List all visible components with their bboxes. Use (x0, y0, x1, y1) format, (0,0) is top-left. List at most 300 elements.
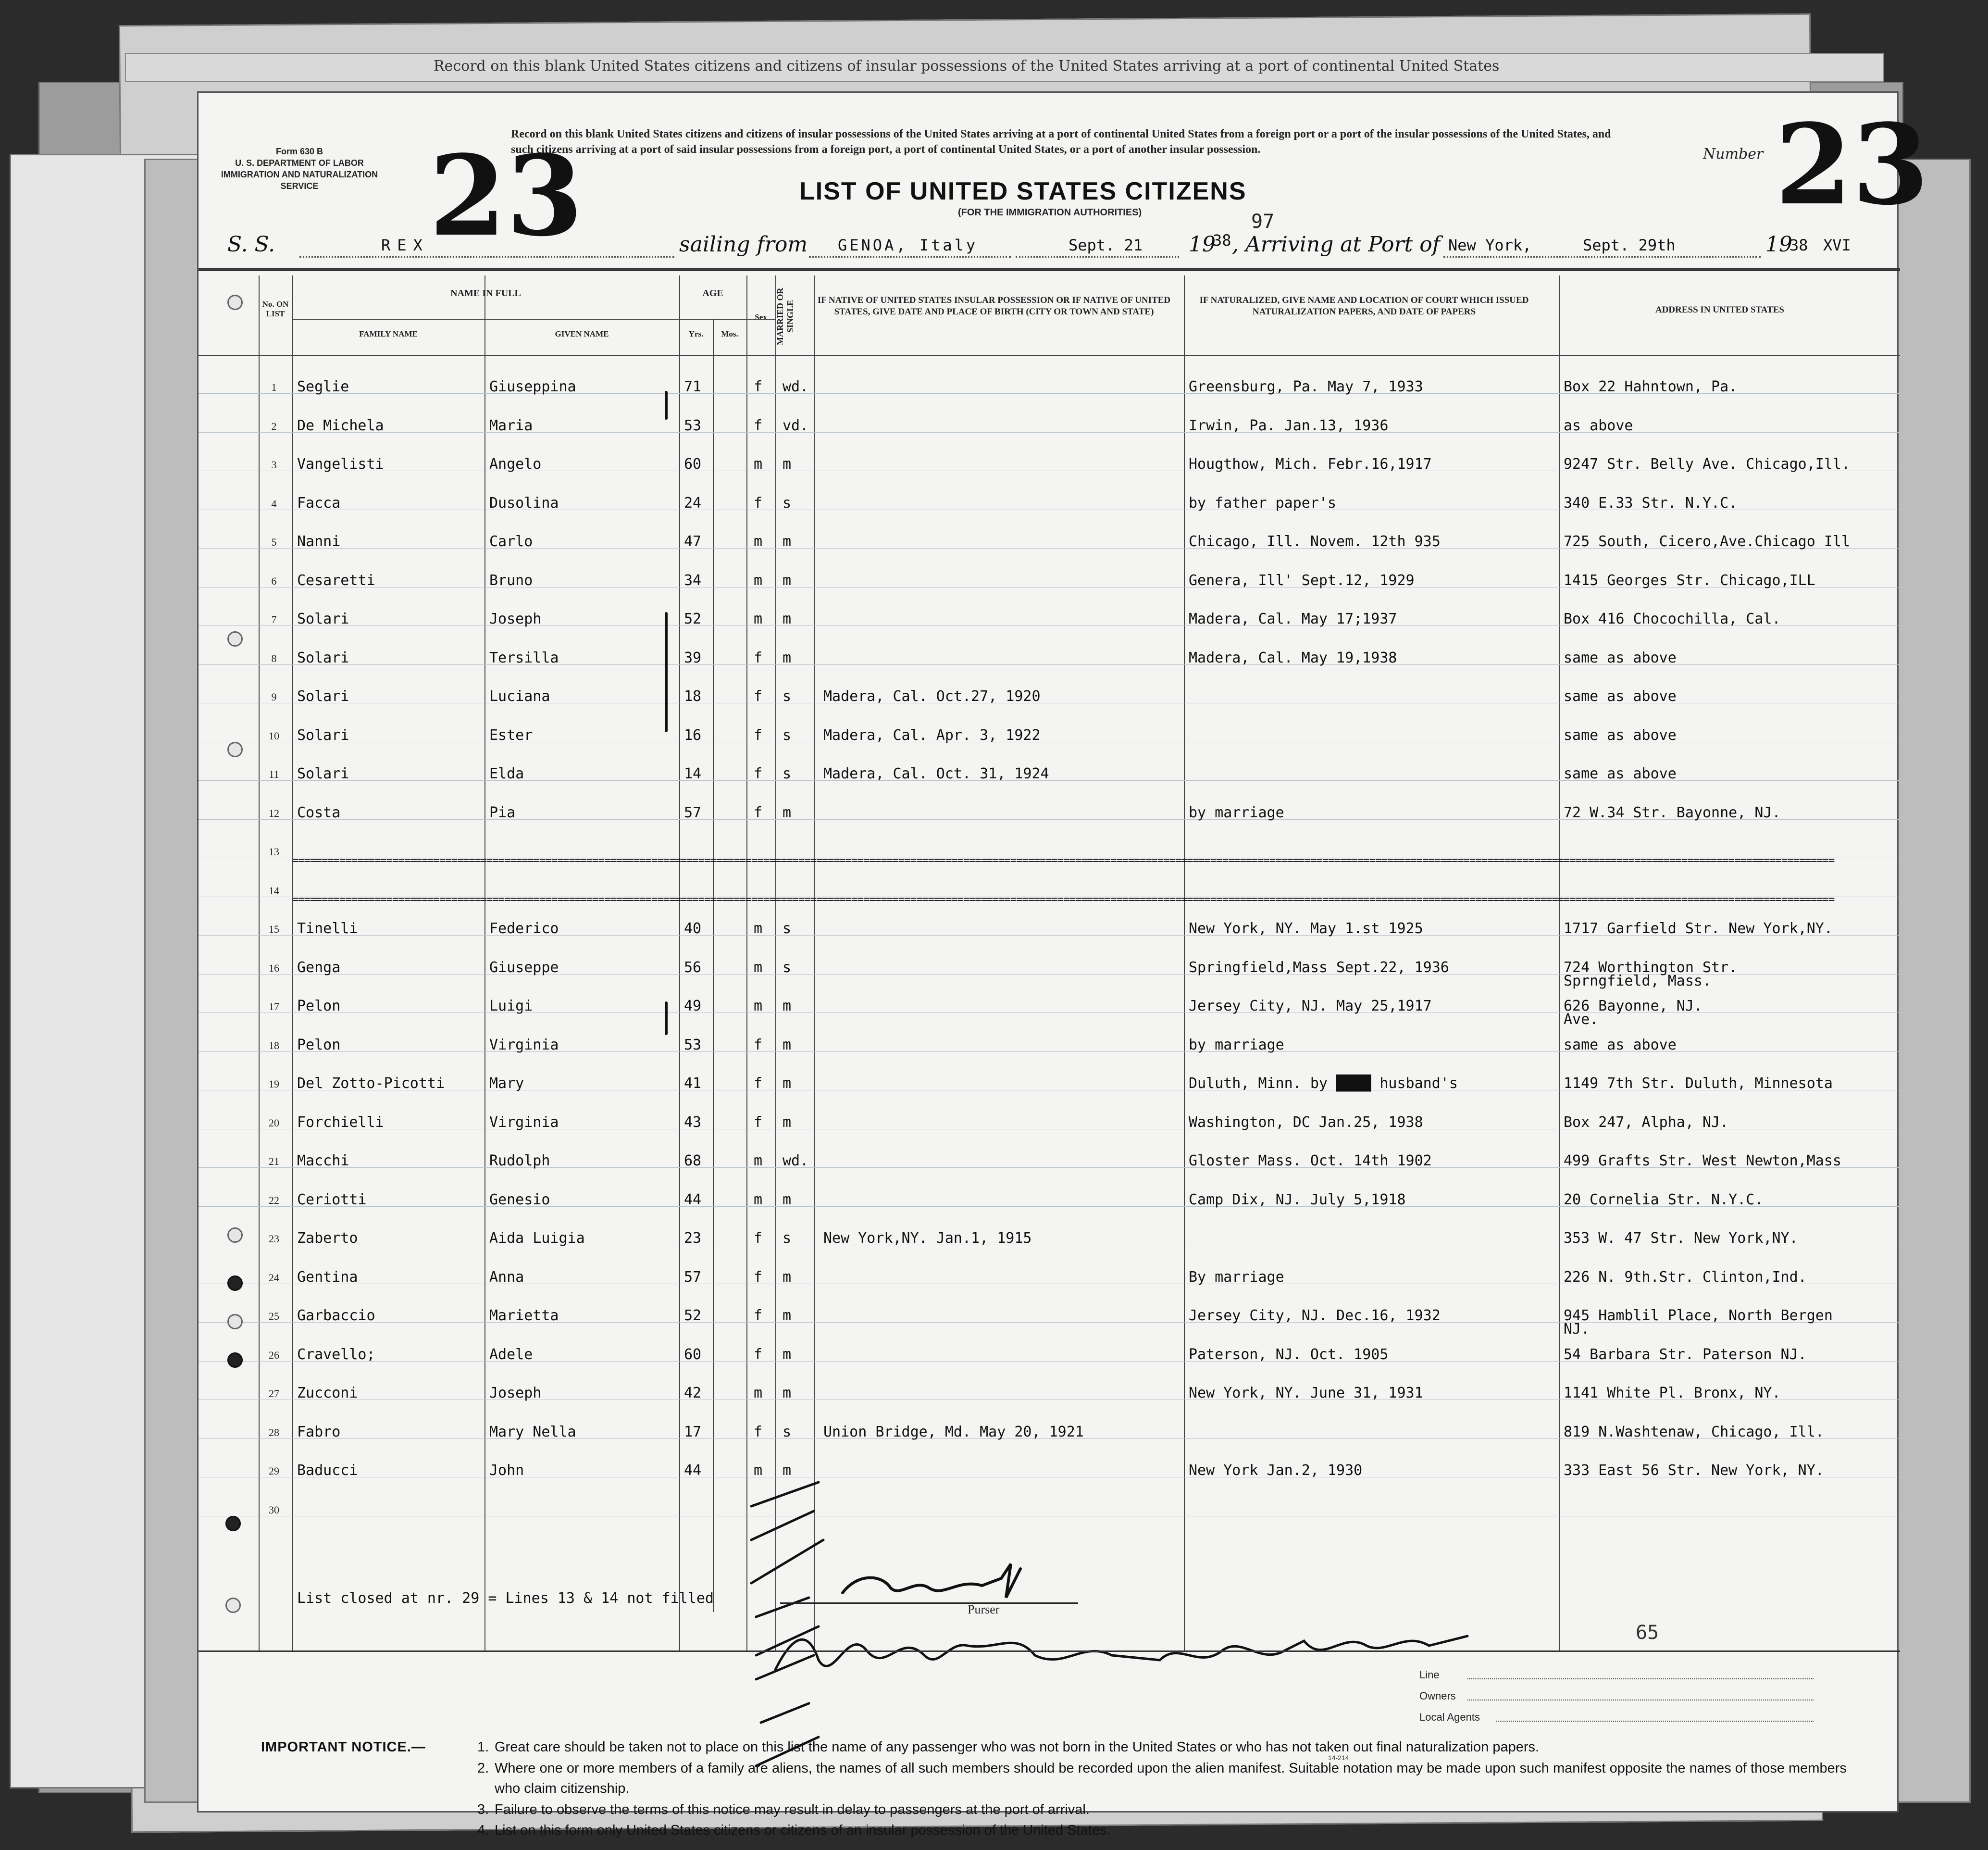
address: 20 Cornelia Str. N.Y.C. (1564, 1191, 1764, 1208)
sex: f (754, 1113, 763, 1131)
age-years: 39 (684, 649, 702, 666)
sailing-from-label: sailing from (679, 232, 808, 257)
family-name: Solari (297, 649, 349, 666)
marital-status: m (783, 1191, 792, 1208)
address: 54 Barbara Str. Paterson NJ. (1564, 1346, 1807, 1363)
handwritten-note: 97 (1251, 211, 1275, 233)
col-no: No. ON LIST (262, 300, 289, 318)
given-name: Luigi (489, 998, 533, 1014)
birth-place: Union Bridge, Md. May 20, 1921 (823, 1423, 1084, 1440)
naturalization: Hougthow, Mich. Febr.16,1917 (1189, 456, 1432, 473)
col-address: ADDRESS IN UNITED STATES (1655, 305, 1784, 315)
birth-place: Madera, Cal. Oct. 31, 1924 (823, 765, 1049, 782)
address-continued: Ave. (1564, 1011, 1599, 1028)
family-name: Pelon (297, 998, 341, 1014)
marital-status: m (783, 611, 792, 627)
row-number: 10 (269, 729, 279, 742)
given-name: Carlo (489, 533, 533, 550)
filler-line: ====================================================================================================================================================================================================================================================================== (292, 893, 1835, 906)
address: 1717 Garfield Str. New York,NY. (1564, 920, 1833, 937)
year-from: 38 (1213, 231, 1231, 250)
age-years: 52 (684, 1307, 702, 1324)
address: same as above (1564, 649, 1677, 666)
family-name: Nanni (297, 533, 341, 550)
age-years: 14 (684, 765, 702, 782)
col-age-months: Mos. (721, 329, 738, 338)
footer-rule (199, 1650, 1900, 1652)
row-number: 25 (269, 1310, 279, 1322)
age-years: 53 (684, 417, 702, 434)
marital-status: m (783, 1462, 792, 1479)
line-field (1467, 1678, 1814, 1679)
form-code: 14-214 (1328, 1754, 1349, 1762)
row-number: 7 (271, 613, 277, 625)
age-years: 53 (684, 1036, 702, 1053)
page-subtitle: (FOR THE IMMIGRATION AUTHORITIES) (958, 207, 1142, 218)
family-name: Del Zotto-Picotti (297, 1075, 445, 1092)
given-name: Genesio (489, 1191, 550, 1208)
row-number: 3 (271, 459, 277, 471)
naturalization: Greensburg, Pa. May 7, 1933 (1189, 378, 1423, 395)
naturalization: by marriage (1189, 804, 1284, 821)
roman-numeral: XVI (1823, 236, 1851, 254)
port-to: New York, (1448, 236, 1532, 254)
address: same as above (1564, 688, 1677, 705)
age-years: 68 (684, 1152, 702, 1169)
birth-place: New York,NY. Jan.1, 1915 (823, 1230, 1032, 1247)
birth-place: Madera, Cal. Oct.27, 1920 (823, 688, 1041, 705)
dotted-line (1443, 256, 1761, 258)
given-name: Dusolina (489, 494, 559, 512)
notice-number: 2. (477, 1761, 489, 1776)
col-age-years: Yrs. (688, 329, 704, 338)
date-from: Sept. 21 (1069, 236, 1143, 254)
naturalization: Irwin, Pa. Jan.13, 1936 (1189, 417, 1389, 434)
binder-hole (227, 295, 243, 310)
col-age: AGE (702, 288, 723, 299)
marital-status: m (783, 572, 792, 589)
marital-status: m (783, 1075, 792, 1092)
column-divider (292, 275, 293, 1650)
naturalization: Genera, Ill' Sept.12, 1929 (1189, 572, 1415, 589)
address: 1141 White Pl. Bronx, NY. (1564, 1385, 1781, 1401)
address: 945 Hamblil Place, North Bergen (1564, 1307, 1833, 1324)
given-name: Virginia (489, 1036, 559, 1053)
header-rule (199, 268, 1900, 271)
sex: f (754, 765, 763, 782)
marital-status: m (783, 1113, 792, 1131)
sex: m (754, 572, 763, 589)
department: U. S. DEPARTMENT OF LABOR (235, 158, 364, 168)
col-name-in-full: NAME IN FULL (450, 288, 521, 299)
address: 340 E.33 Str. N.Y.C. (1564, 494, 1738, 512)
given-name: John (489, 1462, 524, 1479)
column-divider (713, 319, 714, 1612)
marital-status: m (783, 456, 792, 473)
sex: m (754, 533, 763, 550)
sex: f (754, 1423, 763, 1440)
marital-status: m (783, 804, 792, 821)
naturalization: Paterson, NJ. Oct. 1905 (1189, 1346, 1389, 1363)
form-instructions: Record on this blank United States citizens and citizens of insular possessions of the United States arriving at a port of continental United States from a foreign port or a port of the insular possessions of the United States, and such citizens arriving at a port of said insular possessions from a foreign port, a port of continental United States, or a port of another insular possession. (511, 128, 1611, 156)
row-number: 19 (269, 1078, 279, 1090)
family-name: Gentina (297, 1268, 358, 1286)
age-years: 41 (684, 1075, 702, 1092)
family-name: Tinelli (297, 920, 358, 937)
marital-status: wd. (783, 378, 809, 395)
row-number: 1 (271, 381, 277, 393)
given-name: Giuseppina (489, 378, 576, 395)
column-divider (679, 275, 680, 1650)
address: 353 W. 47 Str. New York,NY. (1564, 1230, 1798, 1247)
local-agents-label: Local Agents (1419, 1711, 1480, 1723)
age-years: 60 (684, 456, 702, 473)
age-years: 44 (684, 1191, 702, 1208)
given-name: Rudolph (489, 1152, 550, 1169)
marital-status: s (783, 494, 792, 512)
row-number: 24 (269, 1271, 279, 1284)
naturalization: Duluth, Minn. by ████ husband's (1189, 1075, 1458, 1092)
list-closed-note: List closed at nr. 29 = Lines 13 & 14 not filled (297, 1590, 714, 1607)
line-label: Line (1419, 1669, 1440, 1681)
sex: m (754, 1191, 763, 1208)
sex: f (754, 1268, 763, 1286)
row-number: 20 (269, 1116, 279, 1129)
family-name: De Michela (297, 417, 384, 434)
given-name: Maria (489, 417, 533, 434)
number-label: Number (1703, 146, 1764, 162)
port-from: GENOA, Italy (838, 236, 978, 254)
column-divider (775, 275, 776, 1650)
age-years: 52 (684, 611, 702, 627)
marital-status: s (783, 765, 792, 782)
family-name: Solari (297, 765, 349, 782)
row-number: 22 (269, 1194, 279, 1206)
address: 9247 Str. Belly Ave. Chicago,Ill. (1564, 456, 1851, 473)
age-years: 71 (684, 378, 702, 395)
given-name: Tersilla (489, 649, 559, 666)
column-divider (746, 275, 747, 1650)
family-name: Facca (297, 494, 341, 512)
row-number: 26 (269, 1349, 279, 1361)
address: 724 Worthington Str. (1564, 959, 1738, 976)
col-family-name: FAMILY NAME (359, 329, 418, 338)
given-name: Mary (489, 1075, 524, 1092)
family-name: Baducci (297, 1462, 358, 1479)
given-name: Mary Nella (489, 1423, 576, 1440)
address: 333 East 56 Str. New York, NY. (1564, 1462, 1824, 1479)
marital-status: s (783, 1423, 792, 1440)
family-name: Cravello; (297, 1346, 375, 1363)
family-name: Zaberto (297, 1230, 358, 1247)
col-sex: Sex (755, 312, 767, 322)
row-number: 6 (271, 575, 277, 587)
sex: f (754, 1346, 763, 1363)
stamped-number-left: 23 (429, 131, 584, 261)
age-years: 17 (684, 1423, 702, 1440)
naturalization: Washington, DC Jan.25, 1938 (1189, 1113, 1423, 1131)
family-name: Garbaccio (297, 1307, 375, 1324)
row-number: 16 (269, 962, 279, 974)
age-years: 60 (684, 1346, 702, 1363)
sex: f (754, 1307, 763, 1324)
given-name: Ester (489, 726, 533, 744)
sex: m (754, 998, 763, 1014)
sex: m (754, 959, 763, 976)
family-name: Zucconi (297, 1385, 358, 1401)
stamped-number-right: 23 (1775, 100, 1929, 230)
address: as above (1564, 417, 1633, 434)
notice-text: Great care should be taken not to place on this list the name of any passenger who was not born in the United States or who has not taken out final naturalization papers. (495, 1739, 1540, 1755)
address-continued: NJ. (1564, 1321, 1590, 1338)
given-name: Giuseppe (489, 959, 559, 976)
row-number: 5 (271, 536, 277, 548)
notice-title: IMPORTANT NOTICE.— (261, 1739, 426, 1755)
address: same as above (1564, 765, 1677, 782)
notice-number: 4. (477, 1823, 489, 1838)
row-number: 23 (269, 1233, 279, 1245)
binder-hole (227, 1314, 243, 1329)
age-years: 49 (684, 998, 702, 1014)
year-to: 38 (1789, 236, 1808, 254)
address: Box 416 Chocochilla, Cal. (1564, 611, 1781, 627)
binder-hole (225, 1516, 241, 1531)
col-marital: MARRIED OR SINGLE (775, 288, 795, 345)
column-divider (1559, 275, 1560, 1650)
manifest-sheet (197, 91, 1929, 1838)
sex: f (754, 1230, 763, 1247)
naturalization: Jersey City, NJ. Dec.16, 1932 (1189, 1307, 1441, 1324)
naturalization: Springfield,Mass Sept.22, 1936 (1189, 959, 1449, 976)
given-name: Joseph (489, 1385, 542, 1401)
naturalization: Madera, Cal. May 19,1938 (1189, 649, 1397, 666)
given-name: Joseph (489, 611, 542, 627)
marital-status: m (783, 1385, 792, 1401)
given-name: Elda (489, 765, 524, 782)
family-name: Solari (297, 688, 349, 705)
marital-status: vd. (783, 417, 809, 434)
page-title: LIST OF UNITED STATES CITIZENS (799, 177, 1247, 205)
given-name: Pia (489, 804, 516, 821)
row-rule (199, 432, 1900, 433)
age-years: 40 (684, 920, 702, 937)
purser-signature (838, 1559, 1059, 1607)
age-years: 42 (684, 1385, 702, 1401)
sex: f (754, 688, 763, 705)
address: 72 W.34 Str. Bayonne, NJ. (1564, 804, 1781, 821)
form-identifier (218, 146, 381, 192)
marital-status: m (783, 1036, 792, 1053)
age-years: 57 (684, 804, 702, 821)
sex: f (754, 417, 763, 434)
address: 725 South, Cicero,Ave.Chicago Ill (1564, 533, 1851, 550)
given-name: Virginia (489, 1113, 559, 1131)
marital-status: m (783, 1346, 792, 1363)
naturalization: New York Jan.2, 1930 (1189, 1462, 1363, 1479)
notice-text: Failure to observe the terms of this notice may result in delay to passengers at the port of arrival. (495, 1802, 1090, 1817)
marital-status: m (783, 1268, 792, 1286)
age-years: 44 (684, 1462, 702, 1479)
marital-status: s (783, 920, 792, 937)
dotted-line (299, 256, 674, 258)
col-birth: IF NATIVE OF UNITED STATES INSULAR POSSESSION OR IF NATIVE OF UNITED STATES, GIVE DATE AND PLACE OF BIRTH (CITY OR TOWN AND STATE) (817, 295, 1171, 317)
row-number: 17 (269, 1000, 279, 1012)
family-name: Solari (297, 611, 349, 627)
age-years: 16 (684, 726, 702, 744)
age-years: 18 (684, 688, 702, 705)
sex: m (754, 1152, 763, 1169)
binder-hole (227, 1352, 243, 1368)
sex: m (754, 1385, 763, 1401)
sex: m (754, 920, 763, 937)
row-number: 9 (271, 691, 277, 703)
naturalization: Madera, Cal. May 17;1937 (1189, 611, 1397, 627)
owners-label: Owners (1419, 1690, 1456, 1702)
service: IMMIGRATION AND NATURALIZATION SERVICE (221, 170, 378, 191)
notice-text: Where one or more members of a family are aliens, the names of all such members should be recorded upon the alien manifest. Suitable notation may be made upon such manifest opposite the names of those members who claim citizenship. (495, 1761, 1847, 1796)
row-number: 27 (269, 1388, 279, 1400)
row-number: 13 (269, 846, 279, 858)
row-number: 18 (269, 1039, 279, 1051)
binder-hole (227, 1275, 243, 1291)
sex: m (754, 1462, 763, 1479)
family-name: Pelon (297, 1036, 341, 1053)
naturalization: By marriage (1189, 1268, 1284, 1286)
row-number: 15 (269, 923, 279, 935)
sex: f (754, 804, 763, 821)
marital-status: m (783, 649, 792, 666)
row-number: 29 (269, 1465, 279, 1477)
family-name: Forchielli (297, 1113, 384, 1131)
bracket-mark (665, 391, 668, 420)
given-name: Angelo (489, 456, 542, 473)
address: 499 Grafts Str. West Newton,Mass (1564, 1152, 1841, 1169)
age-years: 47 (684, 533, 702, 550)
purser-label: Purser (968, 1602, 1000, 1616)
naturalization: by father paper's (1189, 494, 1337, 512)
address: 1415 Georges Str. Chicago,ILL (1564, 572, 1815, 589)
family-name: Fabro (297, 1423, 341, 1440)
binder-hole (227, 1227, 243, 1243)
family-name: Cesaretti (297, 572, 375, 589)
family-name: Macchi (297, 1152, 349, 1169)
dotted-line (809, 256, 1011, 258)
address: same as above (1564, 1036, 1677, 1053)
filler-line: ====================================================================================================================================================================================================================================================================== (292, 855, 1835, 867)
marital-status: s (783, 688, 792, 705)
ship-prefix: S. S. (227, 232, 275, 257)
voyage-line (199, 232, 1900, 266)
year-to-prefix: 19 (1765, 232, 1792, 257)
age-years: 23 (684, 1230, 702, 1247)
naturalization: Camp Dix, NJ. July 5,1918 (1189, 1191, 1406, 1208)
family-name: Genga (297, 959, 341, 976)
address: Box 22 Hahntown, Pa. (1564, 378, 1738, 395)
given-name: Anna (489, 1268, 524, 1286)
bracket-mark (665, 1001, 668, 1035)
header-bottom-rule (199, 355, 1900, 356)
row-number: 21 (269, 1155, 279, 1167)
sex: f (754, 726, 763, 744)
naturalization: Chicago, Ill. Novem. 12th 935 (1189, 533, 1441, 550)
row-number: 4 (271, 497, 277, 510)
header-subrule (292, 319, 775, 320)
bracket-mark (665, 612, 668, 732)
marital-status: s (783, 959, 792, 976)
address-continued: Sprngfield, Mass. (1564, 972, 1712, 989)
family-name: Vangelisti (297, 456, 384, 473)
family-name: Costa (297, 804, 341, 821)
age-years: 57 (684, 1268, 702, 1286)
back-page-text: Record on this blank United States citizens and citizens of insular possessions of the United States arriving at a port of continental United States (434, 58, 1500, 75)
marital-status: m (783, 998, 792, 1014)
given-name: Adele (489, 1346, 533, 1363)
dotted-line (1016, 256, 1179, 258)
naturalization: Gloster Mass. Oct. 14th 1902 (1189, 1152, 1432, 1169)
sex: m (754, 611, 763, 627)
marital-status: s (783, 1230, 792, 1247)
given-name: Aida Luigia (489, 1230, 585, 1247)
sex: f (754, 1036, 763, 1053)
family-name: Ceriotti (297, 1191, 367, 1208)
row-number: 28 (269, 1426, 279, 1438)
sex: f (754, 1075, 763, 1092)
year-prefix: 19 (1189, 232, 1216, 257)
back-page-strip (125, 53, 1884, 82)
marital-status: s (783, 726, 792, 744)
row-number: 2 (271, 420, 277, 432)
column-divider (814, 275, 815, 1650)
binder-hole (227, 742, 243, 757)
notice-text: List on this form only United States citizens or citizens of an insular possession of the United States. (495, 1823, 1111, 1838)
naturalization: New York, NY. May 1.st 1925 (1189, 920, 1423, 937)
row-number: 8 (271, 652, 277, 664)
given-name: Marietta (489, 1307, 559, 1324)
local-agents-field (1496, 1721, 1814, 1722)
ship-name: REX (381, 236, 429, 254)
age-years: 43 (684, 1113, 702, 1131)
handwritten-number: 65 (1636, 1622, 1659, 1644)
address: 626 Bayonne, NJ. (1564, 998, 1702, 1014)
family-name: Solari (297, 726, 349, 744)
notice-number: 1. (477, 1739, 489, 1755)
address: 1149 7th Str. Duluth, Minnesota (1564, 1075, 1833, 1092)
marital-status: m (783, 533, 792, 550)
date-to: Sept. 29th (1583, 236, 1676, 254)
given-name: Luciana (489, 688, 550, 705)
col-given-name: GIVEN NAME (555, 329, 609, 338)
age-years: 56 (684, 959, 702, 976)
address: Box 247, Alpha, NJ. (1564, 1113, 1729, 1131)
row-number: 11 (269, 768, 279, 780)
row-number: 30 (269, 1503, 279, 1516)
naturalization: by marriage (1189, 1036, 1284, 1053)
column-divider (1184, 275, 1185, 1650)
sex: f (754, 494, 763, 512)
binder-hole (225, 1598, 241, 1613)
form-number: Form 630 B (275, 147, 323, 156)
row-number: 14 (269, 884, 279, 897)
given-name: Federico (489, 920, 559, 937)
sex: m (754, 456, 763, 473)
arriving-label: , Arriving at Port of (1232, 232, 1440, 257)
given-name: Bruno (489, 572, 533, 589)
notice-number: 3. (477, 1802, 489, 1817)
sex: f (754, 649, 763, 666)
row-number: 12 (269, 807, 279, 819)
address: 226 N. 9th.Str. Clinton,Ind. (1564, 1268, 1807, 1286)
marital-status: wd. (783, 1152, 809, 1169)
